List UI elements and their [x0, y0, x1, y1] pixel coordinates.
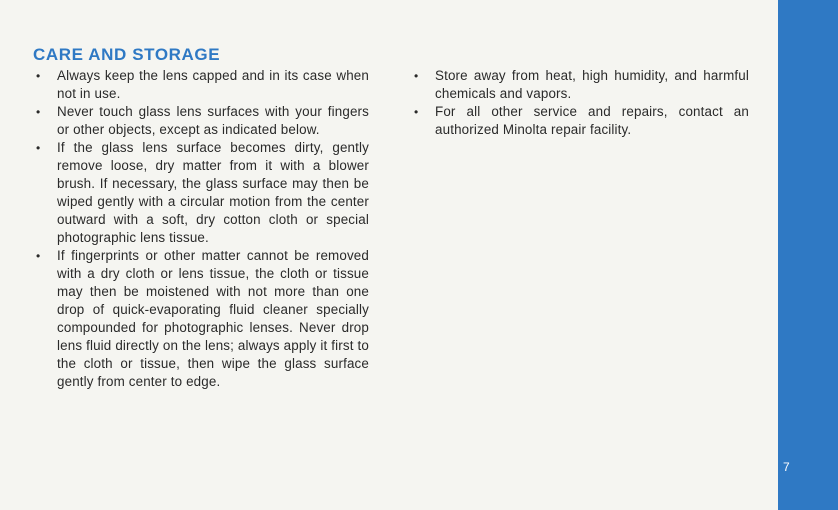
- list-item: [36, 103, 369, 139]
- list-item: [414, 103, 749, 139]
- list-item-text: Never touch glass lens surfaces with your fingers or other objects, except as indicated below.: [57, 104, 369, 137]
- bullet-icon: •: [36, 69, 41, 83]
- bullet-icon: •: [36, 249, 41, 263]
- list-item: [414, 67, 749, 103]
- bullet-icon: •: [36, 105, 41, 119]
- list-item: [36, 67, 369, 103]
- page-title: CARE AND STORAGE: [33, 45, 221, 64]
- list-item-text: Store away from heat, high humidity, and harmful chemicals and vapors.: [435, 68, 749, 101]
- list-item-text: For all other service and repairs, contact an authorized Minolta repair facility.: [435, 104, 749, 137]
- right-column-list: [414, 67, 749, 139]
- list-item: [36, 247, 369, 391]
- list-item: [36, 139, 369, 247]
- bullet-icon: •: [414, 105, 419, 119]
- left-column-list: [36, 67, 369, 391]
- list-item-text: Always keep the lens capped and in its case when not in use.: [57, 68, 369, 101]
- bullet-icon: •: [414, 69, 419, 83]
- list-item-text: If fingerprints or other matter cannot be removed with a dry cloth or lens tissue, the cloth or tissue may then be moistened with not more than one drop of quick-evaporating fluid cleaner specially compounded for photographic lenses. Never drop lens fluid directly on the lens; always apply it first to the cloth or tissue, then wipe the glass surface gently from center to edge.: [57, 248, 369, 389]
- list-item-text: If the glass lens surface becomes dirty, gently remove loose, dry matter from it with a blower brush. If necessary, the glass surface may then be wiped gently with a circular motion from the center outward with a soft, dry cotton cloth or special photographic lens tissue.: [57, 140, 369, 245]
- side-color-strip: [778, 0, 838, 510]
- page-number: 7: [783, 460, 790, 474]
- bullet-icon: •: [36, 141, 41, 155]
